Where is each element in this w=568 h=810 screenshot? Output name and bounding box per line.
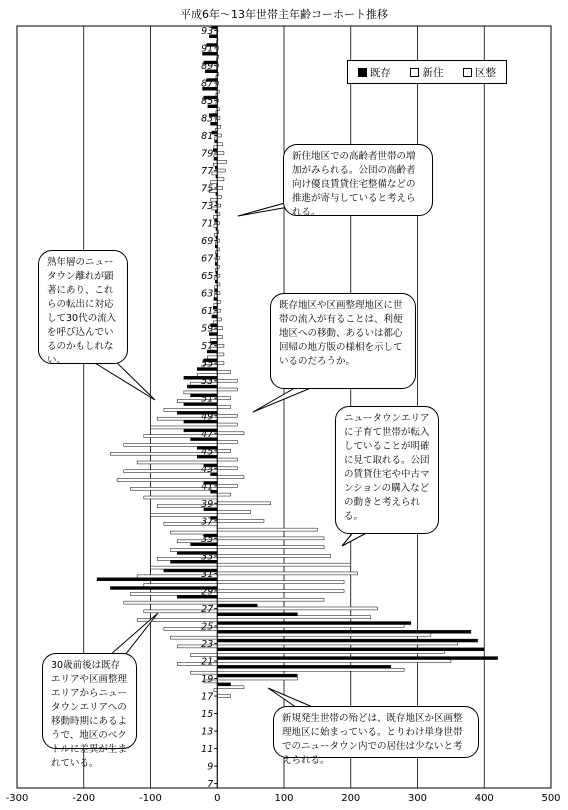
bar: [217, 423, 237, 426]
legend-label-newtown: 新住: [422, 66, 444, 79]
bar: [217, 397, 230, 400]
y-tick-label: 81: [201, 130, 214, 142]
x-tick-label: 400: [474, 793, 494, 804]
y-tick-label: 75: [201, 183, 214, 195]
y-tick-label: 39: [201, 498, 214, 510]
bar: [213, 321, 217, 324]
bar: [214, 146, 217, 149]
bar: [213, 163, 217, 166]
bar: [217, 300, 220, 303]
bar: [97, 578, 217, 581]
bar: [217, 630, 471, 633]
x-tick-label: 0: [214, 793, 221, 804]
y-tick-label: 55: [201, 358, 214, 370]
bar: [217, 379, 237, 382]
y-tick-label: 85: [201, 95, 214, 107]
y-tick-label: 57: [201, 341, 214, 353]
bar: [217, 683, 230, 686]
bar: [217, 353, 224, 356]
bar: [217, 204, 220, 207]
y-tick-label: 91: [201, 43, 214, 55]
y-tick-label: 27: [201, 603, 214, 615]
bar: [217, 657, 497, 660]
y-tick-label: 43: [201, 463, 214, 475]
bar: [217, 134, 221, 137]
bar: [213, 149, 217, 152]
bar: [217, 563, 351, 566]
x-tick-label: 300: [407, 793, 428, 804]
bar: [217, 686, 244, 689]
callout-urban: 既存地区や区画整理地区に世帯の流入が有ることは、利便地区への移動、あるいは都心回帰の地方版の様相を示しているのだろうか。: [270, 293, 416, 389]
bar: [217, 309, 220, 312]
bar: [217, 651, 444, 654]
chart-title: 平成6年～13年世帯主年齢コーホート推移: [180, 8, 388, 21]
bar: [217, 572, 357, 575]
bar: [217, 152, 224, 155]
y-tick-label: 69: [201, 236, 214, 248]
bar: [217, 674, 297, 677]
y-tick-label: 49: [201, 411, 214, 423]
bar: [217, 581, 344, 584]
bar: [217, 125, 220, 128]
x-tick-label: 100: [274, 793, 294, 804]
bar: [214, 225, 217, 228]
bar: [217, 178, 224, 181]
bar: [217, 484, 237, 487]
bar: [217, 169, 225, 172]
y-tick-label: 7: [207, 779, 214, 791]
legend-label-readjust: 区整: [475, 66, 497, 79]
bar: [217, 195, 221, 198]
bar: [217, 639, 477, 642]
bar: [217, 546, 324, 549]
y-tick-label: 71: [201, 218, 214, 230]
bar: [217, 160, 226, 163]
bar: [217, 143, 222, 146]
y-tick-label: 37: [201, 516, 214, 528]
bar: [217, 432, 244, 435]
bar: [217, 537, 324, 540]
y-tick-label: 25: [201, 621, 214, 633]
bar: [217, 414, 237, 417]
y-tick-label: 17: [201, 691, 214, 703]
bar: [217, 493, 230, 496]
legend-item-readjust: [463, 65, 496, 80]
bar: [214, 312, 217, 315]
y-tick-label: 83: [201, 113, 214, 125]
bar: [214, 154, 217, 157]
y-tick-label: 35: [201, 533, 214, 545]
bar: [217, 458, 237, 461]
bar: [217, 511, 250, 514]
bar: [217, 607, 377, 610]
x-tick-label: -300: [5, 793, 29, 804]
bar: [214, 689, 217, 692]
bar: [217, 660, 451, 663]
bar: [217, 371, 230, 374]
bar: [217, 668, 404, 671]
y-tick-label: 89: [201, 60, 214, 72]
y-tick-label: 51: [201, 393, 214, 405]
bar: [217, 622, 411, 625]
bar: [217, 633, 431, 636]
legend-swatch-existing: [358, 68, 367, 77]
bar: [217, 589, 344, 592]
y-tick-label: 63: [201, 288, 214, 300]
callout-elderly: 新住地区での高齢者世帯の増加がみられる。公団の高齢者向け優良賃貸住宅整備などの推進が寄与していると考えられる。: [283, 144, 433, 216]
bar: [217, 665, 391, 668]
bar: [217, 642, 457, 645]
legend: [347, 60, 507, 84]
bar: [217, 625, 404, 628]
callout-childrearing: ニュータウンエリアに子育て世帯が転入していることが明確に見て取れる。公団の賃貸住宅や中古マンションの購入などの動きと考えられる。: [335, 406, 439, 534]
bar: [217, 613, 297, 616]
y-tick-label: 73: [201, 201, 214, 213]
bar: [217, 554, 330, 557]
legend-item-newtown: [410, 65, 443, 80]
y-tick-label: 11: [201, 744, 214, 756]
bar: [217, 695, 230, 698]
bar: [217, 519, 264, 522]
bar: [217, 388, 237, 391]
bar: [217, 616, 371, 619]
bar: [217, 406, 230, 409]
y-tick-label: 67: [201, 253, 214, 265]
y-tick-label: 93: [201, 25, 214, 37]
bar: [217, 648, 484, 651]
y-tick-label: 9: [207, 761, 214, 773]
bar: [213, 216, 217, 219]
callout-newhouseholds: 新規発生世帯の殆どは、既存地区か区画整理地区に始まっている。とりわけ単身世帯でのニュータウン内での居住は少ないと考えられる。: [273, 706, 479, 758]
callout-mature: 熟年層のニュータウン離れが顕著にあり、これらの転出に対応して30代の流入を呼び込んでいるのかもしれない。: [38, 250, 128, 364]
y-tick-label: 65: [201, 271, 214, 283]
x-tick-label: 200: [341, 793, 361, 804]
y-tick-label: 23: [201, 638, 214, 650]
bar: [217, 335, 222, 338]
y-tick-label: 13: [201, 726, 214, 738]
callout-thirties: 30歳前後は既存エリアや区画整理エリアからニュータウンエリアへの移動時期にあるようで、地区のベクトルに差異が生まれている。: [42, 653, 137, 749]
bar: [217, 467, 237, 470]
bar: [217, 327, 222, 330]
x-tick-label: -100: [139, 793, 162, 804]
y-tick-label: 77: [201, 166, 214, 178]
y-tick-label: 33: [201, 551, 214, 563]
bar: [217, 344, 224, 347]
y-tick-label: 29: [201, 586, 214, 598]
legend-swatch-newtown: [410, 68, 419, 77]
bar: [217, 187, 222, 190]
legend-item-existing: [358, 65, 391, 80]
bar: [214, 303, 217, 306]
y-tick-label: 61: [201, 306, 214, 318]
y-tick-label: 47: [201, 428, 214, 440]
callout-urban-pointer: [253, 385, 318, 412]
y-tick-label: 21: [201, 656, 214, 668]
bar: [213, 306, 217, 309]
bar: [217, 604, 257, 607]
legend-label-existing: 既存: [369, 66, 391, 79]
bar: [217, 677, 297, 680]
y-tick-label: 59: [201, 323, 214, 335]
y-tick-label: 45: [201, 446, 214, 458]
bar: [217, 502, 270, 505]
y-tick-label: 31: [201, 568, 214, 580]
x-tick-label: 500: [541, 793, 561, 804]
bar: [217, 318, 221, 321]
bar: [214, 157, 217, 160]
x-tick-label: -200: [72, 793, 96, 804]
bar: [217, 441, 237, 444]
bar: [214, 298, 217, 301]
y-tick-label: 41: [201, 481, 214, 493]
bar: [217, 449, 230, 452]
legend-swatch-readjust: [463, 68, 472, 77]
bar: [217, 528, 317, 531]
bar: [217, 476, 244, 479]
bar: [217, 598, 324, 601]
y-tick-label: 15: [201, 709, 214, 721]
y-tick-label: 19: [201, 674, 214, 686]
y-tick-label: 87: [201, 78, 214, 90]
y-tick-label: 79: [201, 148, 214, 160]
y-tick-label: 53: [201, 376, 214, 388]
bar: [217, 362, 224, 365]
